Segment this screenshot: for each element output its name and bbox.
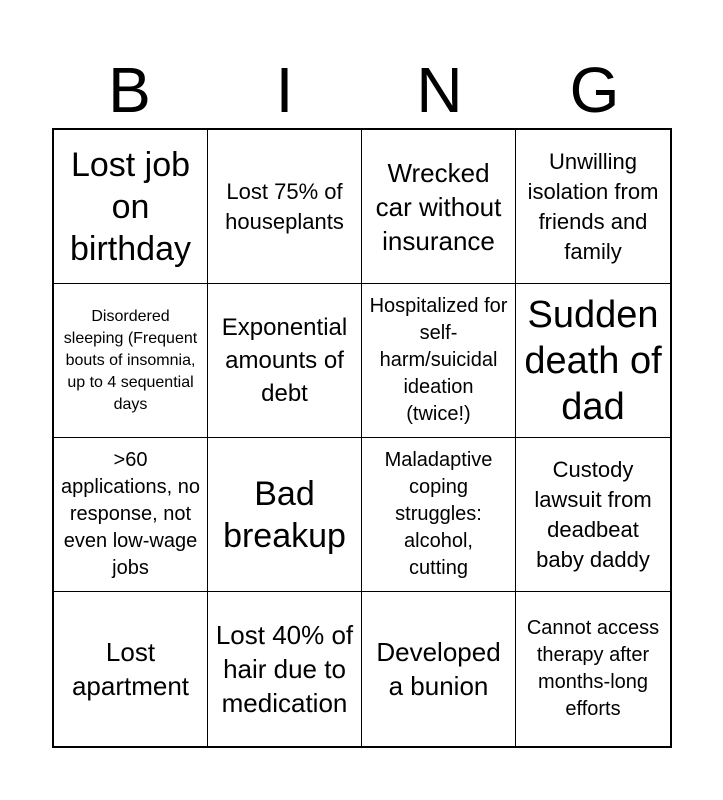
bingo-cell[interactable] bbox=[208, 438, 362, 592]
bingo-cell[interactable] bbox=[516, 130, 670, 284]
cell-text: Hospitalized for self-harm/suicidal ideation (twice!) bbox=[369, 295, 508, 425]
cell-text: Exponential amounts of debt bbox=[221, 314, 348, 407]
bingo-cell[interactable] bbox=[208, 592, 362, 746]
bingo-header bbox=[52, 52, 672, 128]
header-letter-n: N bbox=[416, 54, 463, 126]
cell-text: Unwilling isolation from friends and family bbox=[527, 148, 659, 264]
cell-text: >60 applications, no response, not even low-wage jobs bbox=[61, 449, 200, 579]
bingo-cell[interactable] bbox=[516, 438, 670, 592]
cell-text: Sudden death of dad bbox=[524, 293, 662, 428]
cell-text: Wrecked car without insurance bbox=[375, 157, 502, 256]
cell-text: Custody lawsuit from deadbeat baby daddy bbox=[534, 456, 652, 572]
bingo-cell[interactable] bbox=[362, 284, 516, 438]
bingo-cell[interactable] bbox=[516, 592, 670, 746]
header-letter-b: B bbox=[108, 54, 151, 126]
bingo-cell[interactable] bbox=[362, 130, 516, 284]
cell-text: Lost apartment bbox=[71, 637, 190, 701]
bingo-card bbox=[52, 128, 672, 748]
bingo-cell[interactable] bbox=[208, 284, 362, 438]
cell-text: Cannot access therapy after months-long efforts bbox=[526, 617, 660, 720]
bingo-cell[interactable] bbox=[54, 284, 208, 438]
bingo-cell[interactable] bbox=[54, 130, 208, 284]
cell-text: Lost 40% of hair due to medication bbox=[215, 620, 354, 718]
bingo-cell[interactable] bbox=[516, 284, 670, 438]
header-letter-g: G bbox=[569, 54, 620, 126]
header-letter-i: I bbox=[275, 54, 294, 126]
bingo-cell[interactable] bbox=[54, 438, 208, 592]
cell-text: Lost job on birthday bbox=[70, 145, 191, 268]
cell-text: Maladaptive coping struggles: alcohol, cutting bbox=[384, 449, 493, 579]
bingo-cell[interactable] bbox=[208, 130, 362, 284]
bingo-cell[interactable] bbox=[362, 438, 516, 592]
bingo-cell[interactable] bbox=[362, 592, 516, 746]
bingo-cell[interactable] bbox=[54, 592, 208, 746]
cell-text: Disordered sleeping (Frequent bouts of insomnia, up to 4 sequential days bbox=[63, 307, 198, 413]
cell-text: Developed a bunion bbox=[376, 637, 501, 701]
cell-text: Bad breakup bbox=[223, 474, 346, 555]
cell-text: Lost 75% of houseplants bbox=[225, 178, 344, 234]
